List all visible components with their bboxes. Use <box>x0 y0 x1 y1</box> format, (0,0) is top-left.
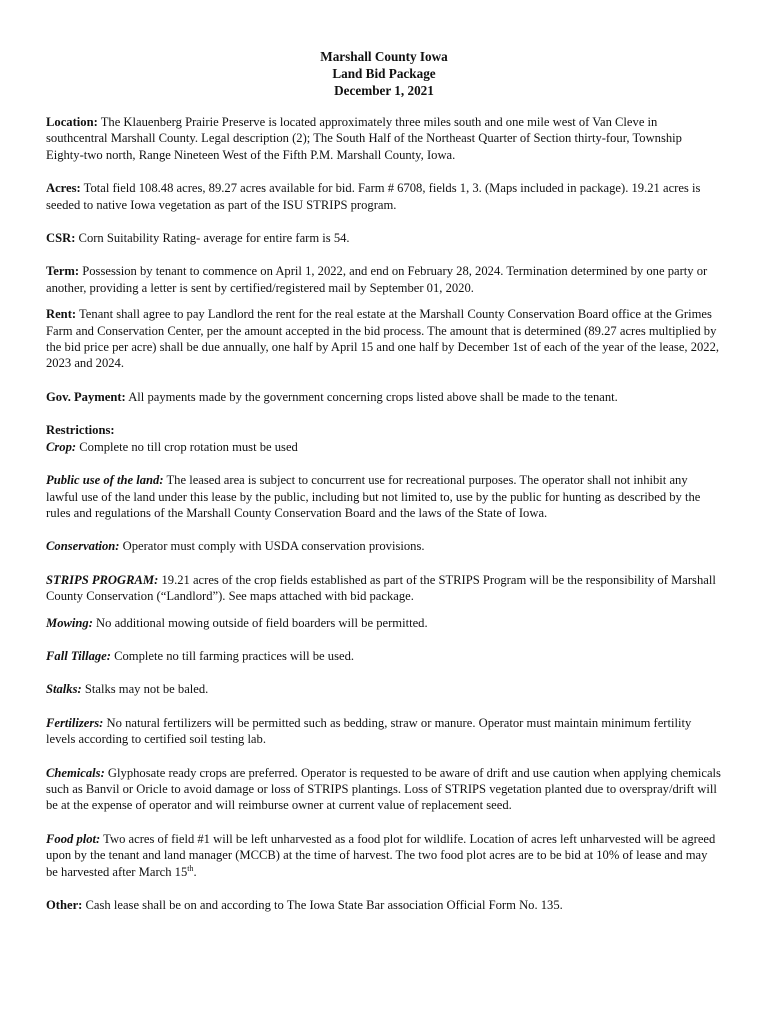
fall-tillage-label: Fall Tillage: <box>46 648 111 663</box>
term-label: Term: <box>46 264 80 279</box>
csr-label: CSR: <box>46 231 76 246</box>
conservation-label: Conservation: <box>46 539 120 554</box>
rent-text: Tenant shall agree to pay Landlord the rent for the real estate at the Marshall County Conservation Board office at the Grimes Farm and Conservation Center, per the amount accepted in the bid process. The amount that is determined (89.27 acres multiplied by the bid price per acre) shall be due annually, one half by April 15 and one half by December 1st of each of the year of the lease, 2022, 2023 and 2024. <box>46 307 720 371</box>
chemicals-text: Glyphosate ready crops are preferred. Operator is requested to be aware of drift and use caution when applying chemicals such as Banvil or Oricle to avoid damage or loss of STRIPS plantings. Loss of STRIPS vegetation planted due to overspray/drift will be at the expense of operator and will reimburse owner at current value of replacement seed. <box>46 765 721 813</box>
fertilizers-section <box>46 715 722 748</box>
location-text: The Klauenberg Prairie Preserve is located approximately three miles south and one mile west of Van Cleve in southcentral Marshall County. Legal description (2); The South Half of the Northeast Quarter of Section thirty-four, Township Eighty-two north, Range Nineteen West of the Fifth P.M. Marshall County, Iowa. <box>46 115 682 162</box>
chemicals-section <box>46 765 722 814</box>
acres-label: Acres: <box>46 181 81 196</box>
conservation-section <box>46 538 722 554</box>
chemicals-label: Chemicals: <box>46 765 105 780</box>
title-date: December 1, 2021 <box>334 83 434 98</box>
other-text: Cash lease shall be on and according to The Iowa State Bar association Official Form No. 135. <box>82 898 563 912</box>
term-text: Possession by tenant to commence on April 1, 2022, and end on February 28, 2024. Termination determined by one party or another, providing a letter is sent by certified/registered mail by September 01, 2020. <box>46 264 708 295</box>
csr-section <box>46 230 722 246</box>
gov-payment-text: All payments made by the government concerning crops listed above shall be made to the tenant. <box>125 389 618 404</box>
crop-restriction <box>46 439 722 455</box>
title-county: Marshall County Iowa <box>320 49 448 64</box>
rent-label: Rent: <box>46 307 77 322</box>
csr-text: Corn Suitability Rating- average for entire farm is 54. <box>75 231 350 246</box>
other-section <box>46 897 722 913</box>
restrictions-heading: Restrictions: <box>46 423 115 438</box>
public-use-text: The leased area is subject to concurrent use for recreational purposes. The operator shall not inhibit any lawful use of the land under this lease by the public, including but not limited to, use by the public for hunting as described by the rules and regulations of the Marshall County Conservation Board and the laws of the State of Iowa. <box>46 473 701 520</box>
public-use-section <box>46 472 722 521</box>
strips-section <box>46 572 722 605</box>
crop-text: Complete no till crop rotation must be used <box>76 439 298 454</box>
gov-payment-section <box>46 389 722 405</box>
mowing-text: No additional mowing outside of field boarders will be permitted. <box>92 615 428 630</box>
other-label: Other: <box>46 898 83 912</box>
food-plot-end: . <box>193 864 197 879</box>
title-package: Land Bid Package <box>332 66 436 81</box>
location-label: Location: <box>46 115 98 129</box>
acres-section <box>46 180 722 213</box>
gov-payment-label: Gov. Payment: <box>46 389 126 404</box>
document-title <box>46 0 722 99</box>
crop-label: Crop: <box>46 439 77 454</box>
food-plot-superscript: th <box>187 863 194 873</box>
mowing-label: Mowing: <box>46 615 93 630</box>
mowing-section <box>46 615 722 631</box>
fertilizers-label: Fertilizers: <box>46 715 104 730</box>
food-plot-section <box>46 831 722 880</box>
public-use-label: Public use of the land: <box>46 473 164 488</box>
stalks-text: Stalks may not be baled. <box>81 682 209 697</box>
conservation-text: Operator must comply with USDA conservation provisions. <box>119 539 425 554</box>
fertilizers-text: No natural fertilizers will be permitted such as bedding, straw or manure. Operator must maintain minimum fertility levels according to certified soil testing lab. <box>46 715 692 747</box>
location-section <box>46 114 722 163</box>
restrictions-section <box>46 422 722 455</box>
strips-text: 19.21 acres of the crop fields established as part of the STRIPS Program will be the responsibility of Marshall County Conservation (“Landlord”). See maps attached with bid package. <box>46 572 716 604</box>
term-section <box>46 263 722 296</box>
stalks-label: Stalks: <box>46 682 82 697</box>
acres-text: Total field 108.48 acres, 89.27 acres available for bid. Farm # 6708, fields 1, 3. (Maps included in package). 19.21 acres is seeded to native Iowa vegetation as part of the ISU STRIPS program. <box>46 181 701 212</box>
fall-tillage-text: Complete no till farming practices will be used. <box>110 648 355 663</box>
strips-label: STRIPS PROGRAM: <box>46 572 159 587</box>
rent-section <box>46 306 722 372</box>
stalks-section <box>46 681 722 697</box>
fall-tillage-section <box>46 648 722 664</box>
food-plot-label: Food plot: <box>46 831 101 846</box>
food-plot-text: Two acres of field #1 will be left unharvested as a food plot for wildlife. Location of acres left unharvested will be agreed upon by the tenant and land manager (MCCB) at the time of harvest. The two food plot acres are to be bid at 10% of lease and may be harvested after March 15 <box>46 831 716 879</box>
